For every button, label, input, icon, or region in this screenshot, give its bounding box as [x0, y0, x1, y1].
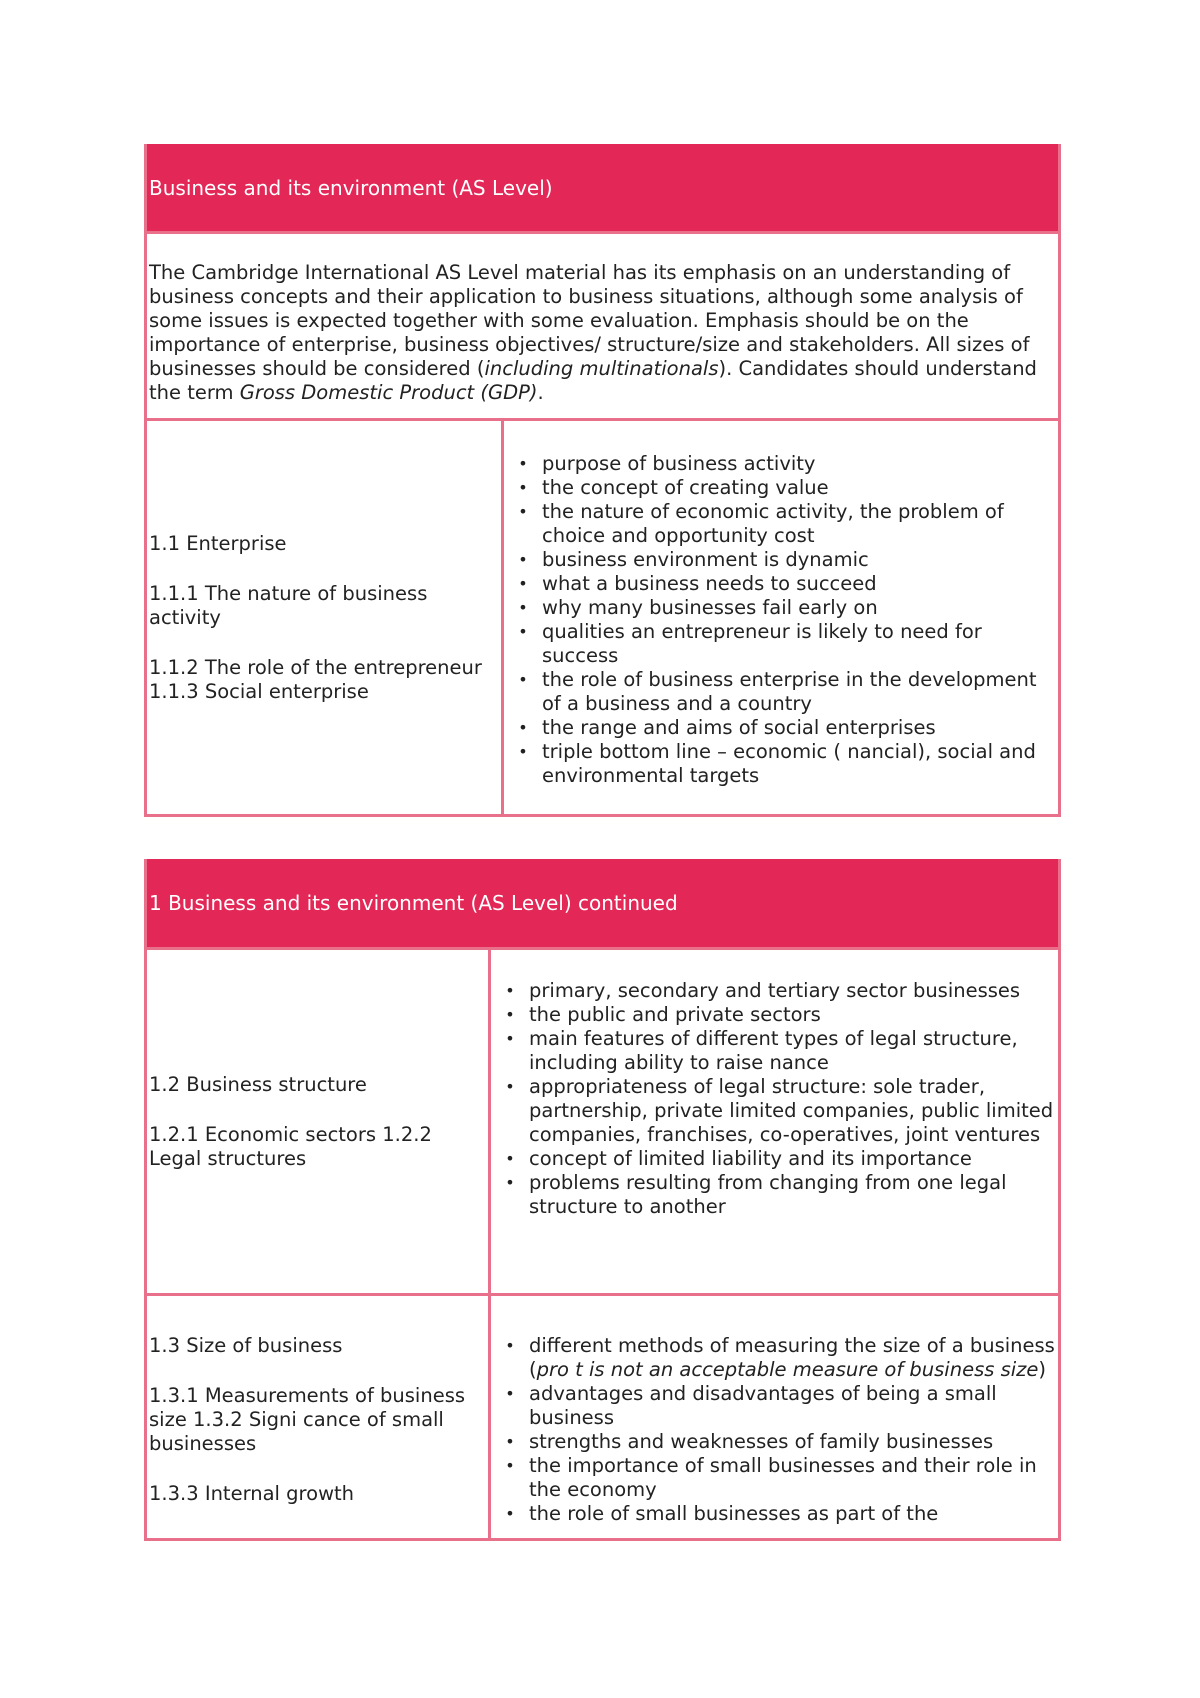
enterprise-bullet-list	[504, 452, 1056, 788]
business-structure-row	[147, 947, 1058, 1293]
intro-text-1: The Cambridge International AS Level material has its emphasis on an understanding of business concepts and their application to business situations, although some analysis of some issues is expected together with some evaluation. Emphasis should be on the importance of enterprise, business objectives/ structure/size and stakeholders. All sizes of businesses should be considered (	[149, 261, 1030, 380]
list-item: • different methods of measuring the size of a business (pro t is not an acceptable measure of business size)	[491, 1334, 1056, 1382]
list-item: • triple bottom line – economic ( nancial), social and environmental targets	[504, 740, 1056, 788]
bullet-icon	[504, 716, 542, 740]
bullet-icon	[504, 476, 542, 500]
list-item: • what a business needs to succeed	[504, 572, 1056, 596]
list-item: • the concept of creating value	[504, 476, 1056, 500]
bullet-icon	[504, 596, 542, 620]
bullet-icon	[491, 1382, 529, 1406]
bullet-icon	[504, 668, 542, 692]
intro-italic-multinationals: including multinationals	[484, 357, 719, 380]
list-item: • concept of limited liability and its importance	[491, 1147, 1056, 1171]
business-size-content	[491, 1296, 1058, 1538]
section-1-table	[144, 144, 1061, 817]
section-1-enterprise-row	[147, 418, 1058, 814]
list-item: • the range and aims of social enterprises	[504, 716, 1056, 740]
list-item: • appropriateness of legal structure: sole trader, partnership, private limited companies, public limited companies, franchises, co-operatives, joint ventures	[491, 1075, 1056, 1147]
section-2-header: 1 Business and its environment (AS Level) continued	[147, 859, 1058, 947]
section-1-intro-row	[147, 231, 1058, 418]
section-2-table	[144, 859, 1061, 1541]
topic-1-2: 1.2 Business structure	[149, 1072, 367, 1096]
list-item: • the importance of small businesses and their role in the economy	[491, 1454, 1056, 1502]
business-structure-content	[491, 950, 1058, 1293]
business-size-bullet-list	[491, 1334, 1056, 1526]
bullet-icon	[504, 740, 542, 764]
intro-text-2: ). Candidates should understand the term	[149, 357, 1037, 404]
bullet-icon	[491, 1430, 529, 1454]
topic-1-3-1: 1.3.1 Measurements of business size 1.3.2 Signi cance of small businesses	[149, 1384, 466, 1455]
enterprise-content	[504, 421, 1058, 814]
bullet-icon	[491, 1171, 529, 1195]
intro-text-3: .	[537, 381, 544, 404]
list-item: • the role of small businesses as part of the	[491, 1502, 1056, 1526]
list-item: • qualities an entrepreneur is likely to need for success	[504, 620, 1056, 668]
business-size-topics	[147, 1296, 491, 1538]
business-size-row	[147, 1293, 1058, 1538]
list-item: • the nature of economic activity, the problem of choice and opportunity cost	[504, 500, 1056, 548]
list-item: • the public and private sectors	[491, 1003, 1056, 1027]
list-item: • advantages and disadvantages of being a small business	[491, 1382, 1056, 1430]
topic-1-1-2: 1.1.2 The role of the entrepreneur	[149, 655, 482, 679]
topic-1-3-3: 1.3.3 Internal growth	[149, 1482, 355, 1505]
business-structure-bullet-list	[491, 979, 1056, 1219]
bullet-icon	[504, 572, 542, 596]
list-item: • problems resulting from changing from one legal structure to another	[491, 1171, 1056, 1219]
bullet-icon	[504, 452, 542, 476]
list-item: • purpose of business activity	[504, 452, 1056, 476]
list-item: • primary, secondary and tertiary sector businesses	[491, 979, 1056, 1003]
enterprise-topics	[147, 421, 504, 814]
bullet-icon	[491, 979, 529, 1003]
list-item: • why many businesses fail early on	[504, 596, 1056, 620]
bullet-icon	[491, 1075, 529, 1099]
bullet-icon	[491, 1502, 529, 1526]
bullet-icon	[491, 1147, 529, 1171]
business-structure-topics	[147, 950, 491, 1293]
topic-1-1-3: 1.1.3 Social enterprise	[149, 679, 369, 703]
bullet-icon	[491, 1334, 529, 1358]
list-item: • main features of different types of legal structure, including ability to raise nance	[491, 1027, 1056, 1075]
intro-italic-gdp: Gross Domestic Product (GDP)	[239, 381, 538, 404]
bullet-icon	[504, 548, 542, 572]
topic-1-1-1: 1.1.1 The nature of business activity	[149, 581, 428, 629]
section-1-header: Business and its environment (AS Level)	[147, 144, 1058, 231]
bullet-icon	[504, 620, 542, 644]
bullet-icon	[504, 500, 542, 524]
section-1-intro	[147, 234, 1058, 418]
bullet-icon	[491, 1003, 529, 1027]
topic-1-3: 1.3 Size of business	[149, 1334, 343, 1357]
bullet-icon	[491, 1027, 529, 1051]
topic-1-2-1: 1.2.1 Economic sectors 1.2.2 Legal structures	[149, 1122, 432, 1170]
list-item: • strengths and weaknesses of family businesses	[491, 1430, 1056, 1454]
list-item: • the role of business enterprise in the development of a business and a country	[504, 668, 1056, 716]
topic-1-1: 1.1 Enterprise	[149, 531, 287, 555]
list-item: • business environment is dynamic	[504, 548, 1056, 572]
bullet-icon	[491, 1454, 529, 1478]
